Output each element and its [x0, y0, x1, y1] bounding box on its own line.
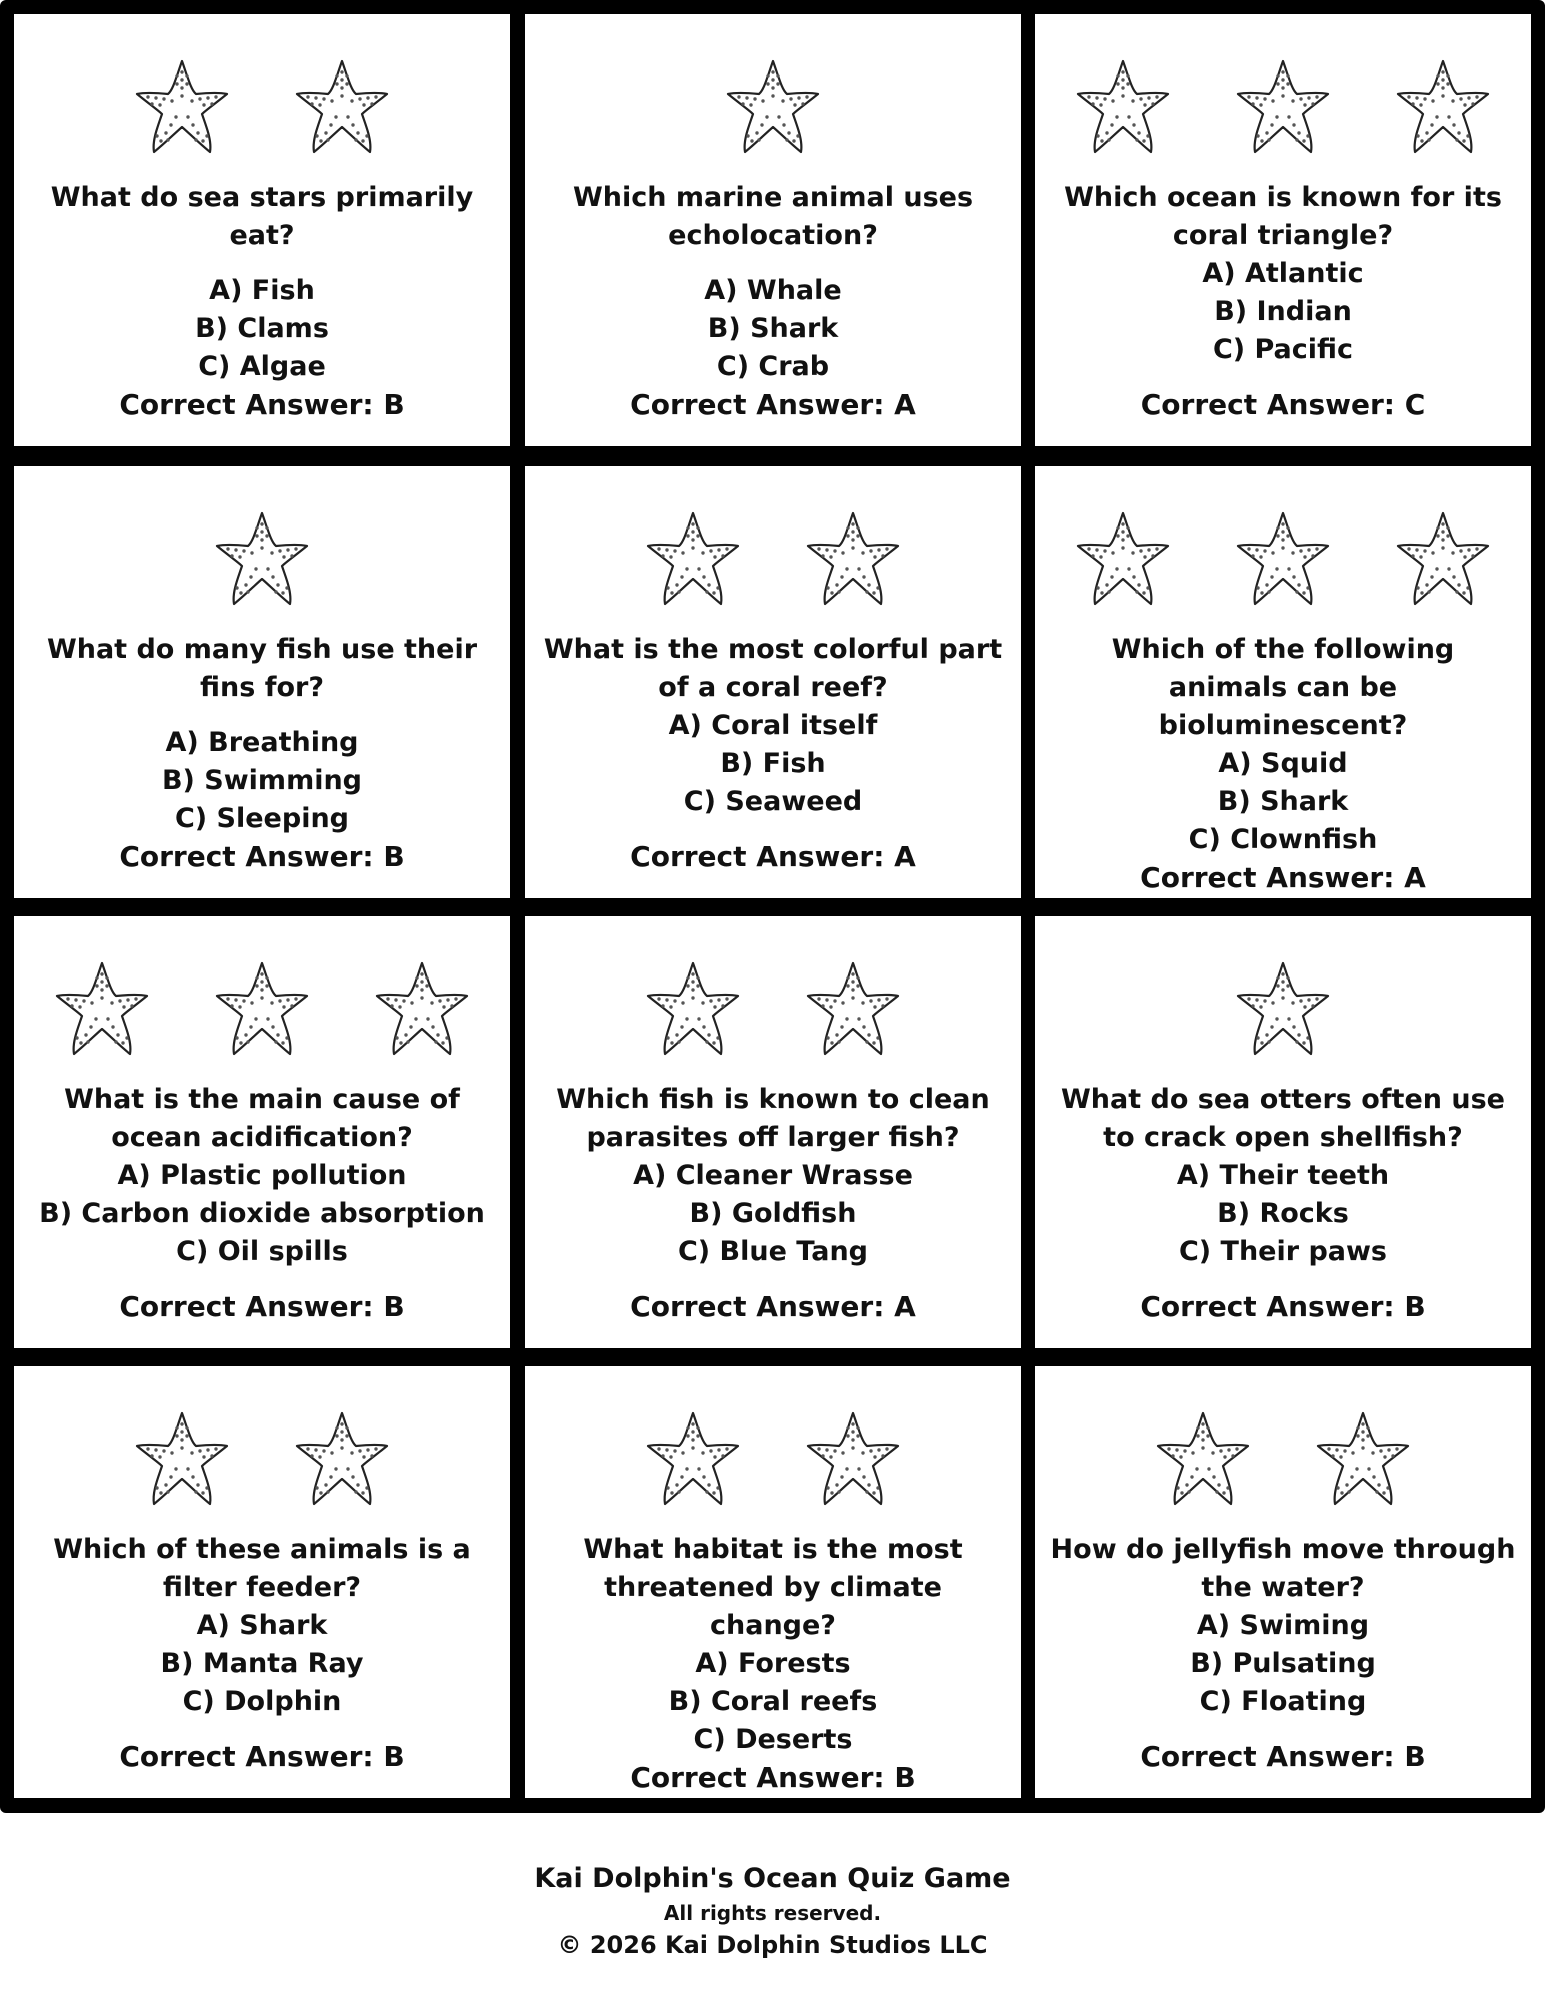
answer-option: C) Algae [198, 351, 326, 382]
starfish-icon [641, 958, 745, 1066]
starfish-row [1035, 52, 1531, 167]
correct-answer: Correct Answer: B [630, 1761, 916, 1794]
correct-answer: Correct Answer: C [1140, 388, 1426, 421]
quiz-question: What is the most colorful part of a coral reef? [543, 634, 1003, 703]
starfish-row [14, 954, 510, 1069]
answer-option: A) Forests [695, 1648, 851, 1679]
answer-option: A) Their teeth [1176, 1160, 1390, 1191]
correct-answer: Correct Answer: A [1140, 861, 1426, 894]
starfish-row [525, 52, 1021, 167]
answer-option: C) Crab [716, 351, 830, 382]
quiz-question: What habitat is the most threatened by climate change? [583, 1534, 963, 1641]
starfish-row [525, 504, 1021, 619]
starfish-icon [721, 56, 825, 164]
answer-option: A) Whale [704, 275, 842, 306]
starfish-icon [210, 508, 314, 616]
quiz-question: How do jellyfish move through the water? [1050, 1534, 1516, 1603]
starfish-icon [1311, 1408, 1415, 1516]
starfish-icon [1231, 56, 1335, 164]
quiz-card [14, 466, 510, 898]
footer-copyright: © 2026 Kai Dolphin Studios LLC [557, 1931, 988, 1959]
quiz-question: What do sea otters often use to crack open shellfish? [1060, 1084, 1505, 1153]
answer-option: B) Goldfish [689, 1198, 857, 1229]
answer-option: B) Pulsating [1190, 1648, 1376, 1679]
starfish-row [1035, 504, 1531, 619]
correct-answer: Correct Answer: B [119, 1740, 405, 1773]
starfish-icon [1071, 508, 1175, 616]
correct-answer: Correct Answer: B [119, 840, 405, 873]
starfish-row [525, 954, 1021, 1069]
correct-answer: Correct Answer: B [119, 388, 405, 421]
answer-option: A) Cleaner Wrasse [633, 1160, 913, 1191]
answer-option: C) Blue Tang [677, 1236, 869, 1267]
answer-option: C) Pacific [1212, 334, 1354, 365]
quiz-card [525, 14, 1021, 446]
starfish-icon [1391, 56, 1495, 164]
answer-option: B) Shark [1217, 786, 1349, 817]
starfish-icon [641, 1408, 745, 1516]
answer-option: B) Manta Ray [160, 1648, 364, 1679]
quiz-question: Which ocean is known for its coral triangle? [1064, 182, 1502, 251]
answer-option: C) Dolphin [182, 1686, 342, 1717]
quiz-question: What is the main cause of ocean acidification? [64, 1084, 460, 1153]
starfish-row [14, 1404, 510, 1519]
answer-option: B) Carbon dioxide absorption [39, 1198, 485, 1229]
quiz-card [14, 1366, 510, 1798]
starfish-row [1035, 954, 1531, 1069]
answer-option: A) Squid [1218, 748, 1348, 779]
quiz-card [1035, 916, 1531, 1348]
correct-answer: Correct Answer: A [630, 388, 916, 421]
starfish-icon [641, 508, 745, 616]
answer-option: B) Swimming [161, 765, 363, 796]
answer-option: C) Sleeping [174, 803, 349, 834]
footer [0, 1860, 1545, 1962]
footer-rights: All rights reserved. [663, 1901, 882, 1925]
quiz-question: Which fish is known to clean parasites off larger fish? [556, 1084, 990, 1153]
answer-option: B) Rocks [1217, 1198, 1349, 1229]
starfish-row [14, 504, 510, 619]
starfish-row [14, 52, 510, 167]
starfish-icon [290, 1408, 394, 1516]
starfish-icon [801, 1408, 905, 1516]
answer-option: A) Atlantic [1202, 258, 1364, 289]
answer-option: A) Plastic pollution [117, 1160, 407, 1191]
answer-option: A) Coral itself [668, 710, 878, 741]
quiz-question: Which of the following animals can be bioluminescent? [1111, 634, 1455, 741]
starfish-row [525, 1404, 1021, 1519]
quiz-card [14, 916, 510, 1348]
starfish-icon [1231, 958, 1335, 1066]
answer-option: A) Breathing [165, 727, 359, 758]
answer-option: C) Clownfish [1188, 824, 1378, 855]
answer-option: B) Indian [1214, 296, 1352, 327]
starfish-icon [1391, 508, 1495, 616]
answer-option: C) Floating [1199, 1686, 1367, 1717]
starfish-icon [801, 508, 905, 616]
quiz-card [1035, 466, 1531, 898]
quiz-card [14, 14, 510, 446]
answer-option: B) Clams [195, 313, 329, 344]
answer-option: B) Coral reefs [668, 1686, 878, 1717]
starfish-icon [130, 1408, 234, 1516]
answer-option: B) Shark [707, 313, 839, 344]
starfish-icon [210, 958, 314, 1066]
starfish-icon [290, 56, 394, 164]
quiz-card [1035, 1366, 1531, 1798]
answer-option: A) Fish [209, 275, 315, 306]
answer-option: B) Fish [720, 748, 826, 779]
answer-option: C) Seaweed [683, 786, 863, 817]
quiz-card [525, 466, 1021, 898]
answer-option: A) Shark [196, 1610, 328, 1641]
starfish-icon [370, 958, 474, 1066]
answer-option: C) Deserts [693, 1724, 853, 1755]
starfish-icon [1231, 508, 1335, 616]
correct-answer: Correct Answer: A [630, 1290, 916, 1323]
quiz-card [525, 916, 1021, 1348]
starfish-icon [1151, 1408, 1255, 1516]
correct-answer: Correct Answer: B [119, 1290, 405, 1323]
starfish-icon [1071, 56, 1175, 164]
starfish-row [1035, 1404, 1531, 1519]
correct-answer: Correct Answer: B [1140, 1290, 1426, 1323]
answer-option: A) Swiming [1196, 1610, 1370, 1641]
quiz-question: What do sea stars primarily eat? [50, 182, 474, 251]
starfish-icon [801, 958, 905, 1066]
quiz-card [525, 1366, 1021, 1798]
starfish-icon [50, 958, 154, 1066]
correct-answer: Correct Answer: B [1140, 1740, 1426, 1773]
starfish-icon [130, 56, 234, 164]
footer-title: Kai Dolphin's Ocean Quiz Game [534, 1863, 1011, 1894]
answer-option: C) Oil spills [176, 1236, 348, 1267]
quiz-question: Which of these animals is a filter feeder? [53, 1534, 471, 1603]
quiz-question: What do many fish use their fins for? [46, 634, 478, 703]
quiz-question: Which marine animal uses echolocation? [572, 182, 974, 251]
correct-answer: Correct Answer: A [630, 840, 916, 873]
quiz-card [1035, 14, 1531, 446]
answer-option: C) Their paws [1178, 1236, 1388, 1267]
